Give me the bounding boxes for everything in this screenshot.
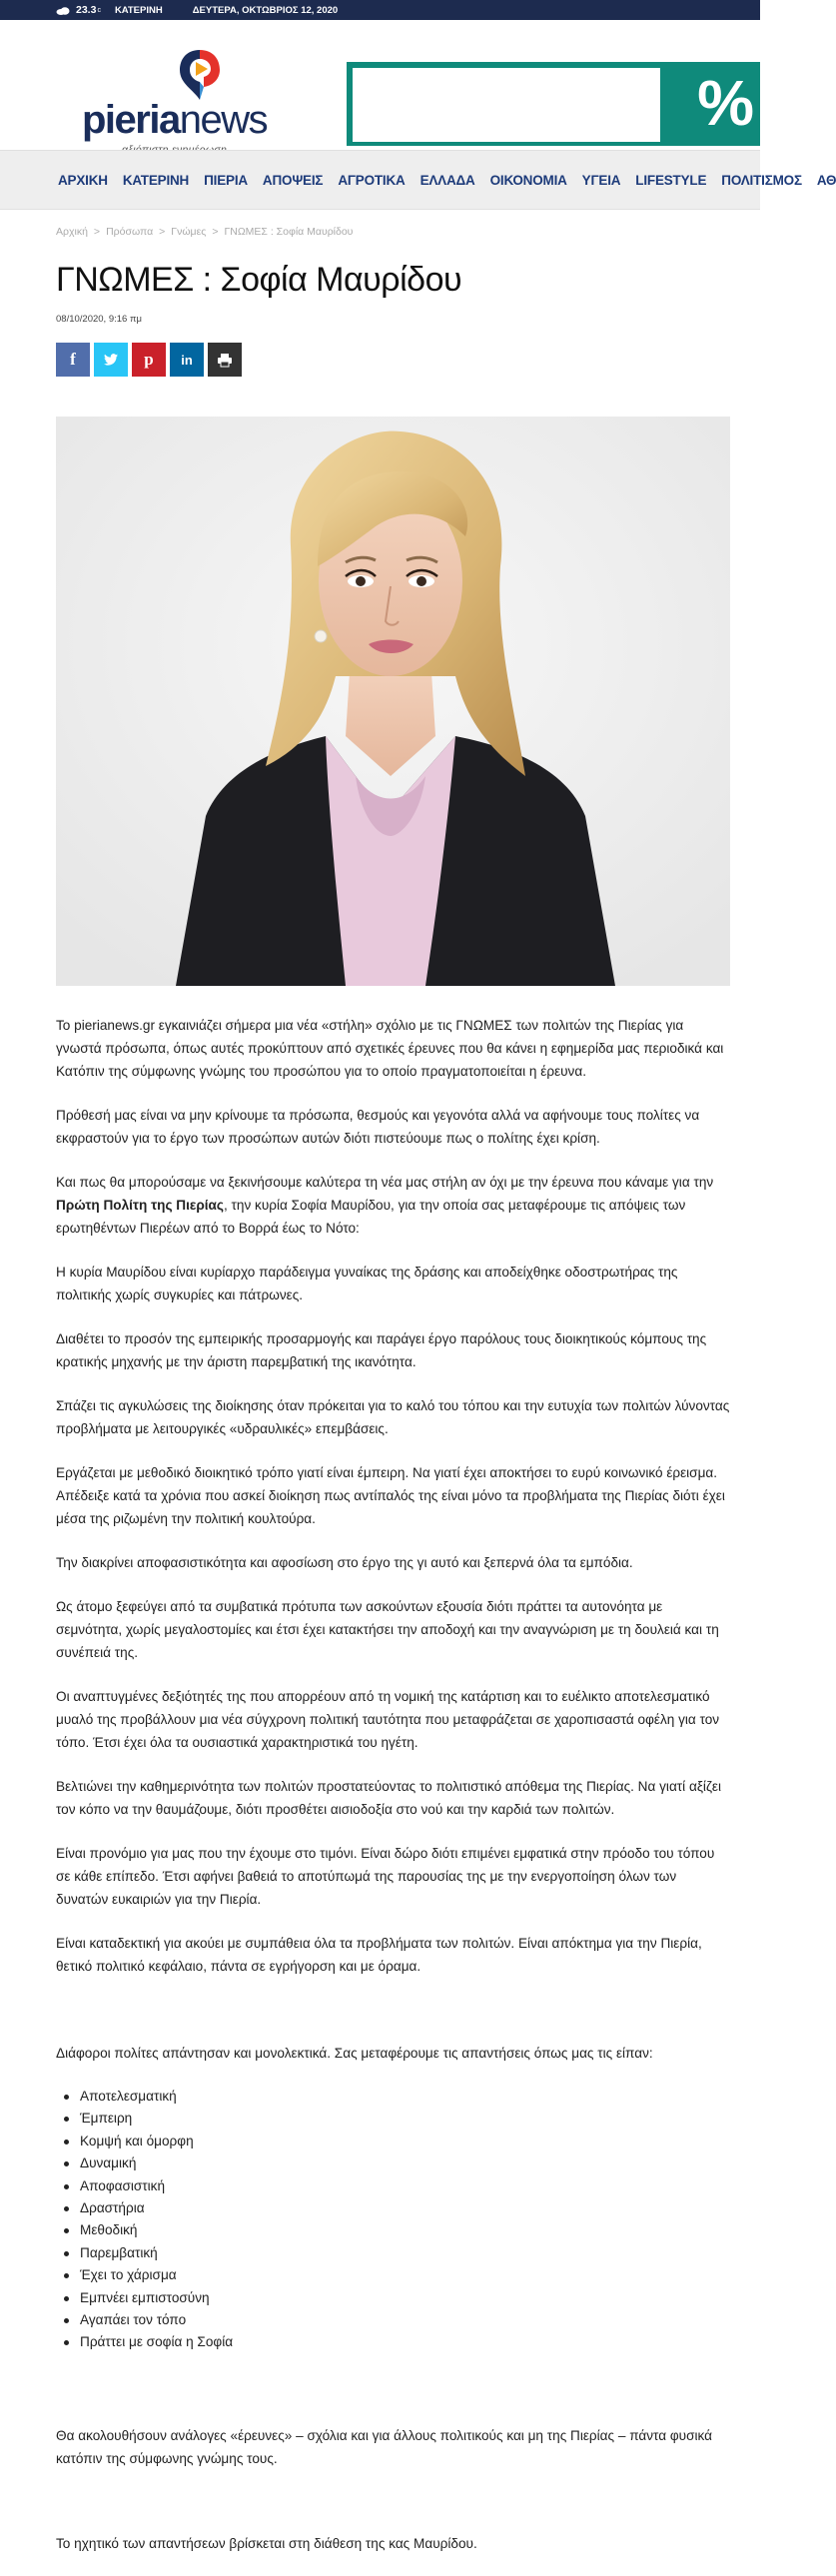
breadcrumb-current: ΓΝΩΜΕΣ : Σοφία Μαυρίδου	[224, 226, 354, 238]
breadcrumb-separator: >	[93, 226, 101, 238]
nav-item-greece[interactable]: ΕΛΛΑΔΑ	[419, 172, 475, 188]
article-featured-image[interactable]	[56, 417, 730, 986]
cloud-sun-icon	[56, 6, 70, 15]
article-paragraph: Οι αναπτυγμένες δεξιότητές της που απορρέουν από τη νομική της κατάρτιση και το ευέλικτο αποτελεσματικό μυαλό της προβάλλουν μια νέα σύγχρονη πολιτική ταυτότητα που μεταφράζεται σε χαροπισαστά οφέλη για τον τόπο. Έτσι έχει όλα τα ουσιαστικά χαρακτηριστικά του ηγέτη.	[56, 1689, 720, 1750]
article	[56, 226, 730, 2576]
list-item: Αποτελεσματική	[62, 2086, 730, 2108]
top-bar	[0, 0, 760, 20]
nav-item-sports-truncated[interactable]: ΑΘ	[816, 172, 836, 188]
nav-item-home[interactable]: ΑΡΧΙΚΗ	[58, 172, 108, 188]
article-paragraph: Η κυρία Μαυρίδου είναι κυρίαρχο παράδειγμα γυναίκας της δράσης και αποδείχθηκε οδοστρωτήρας της πολιτικής χωρίς συγκυρίες και πάτρωνες.	[56, 1265, 678, 1302]
article-title: ΓΝΩΜΕΣ : Σοφία Μαυρίδου	[56, 261, 462, 299]
linkedin-share-button[interactable]	[170, 343, 204, 377]
article-paragraph: Είναι προνόμιο για μας που την έχουμε στο τιμόνι. Είναι δώρο διότι επιμένει εμφατικά στην πρόοδο του τόπου σε κάθε επίπεδο. Έτσι αφήνει βαθειά το αποτύπωμά της παρουσίας της με την ενεργοποίηση όλων των δυνατών ευκαιριών για την Πιερία.	[56, 1846, 715, 1907]
article-paragraph: Το ηχητικό των απαντήσεων βρίσκεται στη διάθεση της κας Μαυρίδου.	[56, 2535, 477, 2551]
pinterest-share-button[interactable]	[132, 343, 166, 377]
answers-list	[56, 2086, 730, 2354]
list-item: Δυναμική	[62, 2152, 730, 2174]
article-paragraph: Το pierianews.gr εγκαινιάζει σήμερα μια νέα «στήλη» σχόλιο με τις ΓΝΩΜΕΣ των πολιτών της Πιερίας για γνωστά πρόσωπα, όπως αυτές προκύπτουν από σχετικές έρευνες που θα κάνει η εφημερίδα μας περιοδικά και Κατόπιν της σύμφωνης γνώμης του προσώπου για το οποίο πραγματοποιείται η έρευνα.	[56, 1018, 724, 1079]
current-date: ΔΕΥΤΕΡΑ, ΟΚΤΩΒΡΙΟΣ 12, 2020	[192, 4, 339, 16]
list-item: Μεθοδική	[62, 2219, 730, 2241]
article-paragraph: Βελτιώνει την καθημερινότητα των πολιτών προστατεύοντας το πολιτιστικό απόθεμα της Πιερίας. Να γιατί αξίζει τον κόπο να την θαυμάζουμε, διότι προσθέτει αισιοδοξία στο νού και την καρδιά των πολιτών.	[56, 1779, 722, 1817]
nav-item-agriculture[interactable]: ΑΓΡΟΤΙΚΑ	[338, 172, 406, 188]
temperature: 23.3	[76, 4, 97, 16]
article-paragraph: Διαθέτει το προσόν της εμπειρικής προσαρμογής και παράγει έργο παρόλους τους διοικητικούς κόμπους της κρατικής μηχανής με την άριστη παρεμβατική της ικανότητα.	[56, 1331, 707, 1369]
article-paragraph: Θα ακολουθήσουν ανάλογες «έρευνες» – σχόλια και για άλλους πολιτικούς και μη της Πιερίας – πάντα φυσικά κατόπιν της σύμφωνης γνώμης τους.	[56, 2427, 713, 2466]
site-header	[0, 20, 760, 150]
nav-item-opinions[interactable]: ΑΠΟΨΕΙΣ	[262, 172, 324, 188]
logo-mark-icon	[174, 46, 226, 102]
pinterest-icon: p	[144, 350, 154, 369]
breadcrumb-home[interactable]: Αρχική	[56, 226, 88, 238]
article-paragraph: Διάφοροι πολίτες απάντησαν και μονολεκτικά. Σας μεταφέρουμε τις απαντήσεις όπως μας τις είπαν:	[56, 2046, 653, 2061]
nav-item-culture[interactable]: ΠΟΛΙΤΙΣΜΟΣ	[721, 172, 802, 188]
list-item: Εμπνέει εμπιστοσύνη	[62, 2287, 730, 2309]
list-item: Παρεμβατική	[62, 2242, 730, 2264]
nav-item-lifestyle[interactable]: LIFESTYLE	[635, 172, 707, 188]
article-paragraph: Σπάζει τις αγκυλώσεις της διοίκησης όταν πρόκειται για το καλό του τόπου και την ευτυχία των πολιτών λύνοντας προβλήματα με λειτουργικές «υδραυλικές» επεμβάσεις.	[56, 1398, 730, 1436]
breadcrumb-opinions[interactable]: Γνώμες	[171, 226, 207, 238]
degree-unit: c	[97, 6, 101, 14]
list-item: Έμπειρη	[62, 2108, 730, 2130]
article-paragraph: Εργάζεται με μεθοδικό διοικητικό τρόπο γιατί είναι έμπειρη. Να γιατί έχει αποκτήσει το ευρύ κοινωνικό έρεισμα. Απέδειξε κατά τα χρόνια που ασκεί διοίκηση πως αντίπαλός της είναι μόνο τα προβλήματα της Πιερίας διότι έχει μέσα της ριζωμένη την πολιτική κουλτούρα.	[56, 1465, 725, 1526]
site-logo[interactable]	[82, 40, 332, 155]
article-paragraph	[56, 1171, 730, 1240]
facebook-share-button[interactable]	[56, 343, 90, 377]
breadcrumb-people[interactable]: Πρόσωπα	[106, 226, 154, 238]
breadcrumb-separator: >	[159, 226, 166, 238]
logo-word-news: news	[179, 98, 268, 142]
twitter-share-button[interactable]	[94, 343, 128, 377]
paragraph-text: , την κυρία Σοφία Μαυρίδου, για την οποία σας μεταφέρουμε τις απόψεις των ερωτηθέντων Πιερέων από το Βορρά έως το Νότο:	[56, 1198, 686, 1236]
ad-white-panel	[353, 68, 660, 142]
list-item: Κομψή και όμορφη	[62, 2131, 730, 2152]
portrait-illustration	[56, 417, 730, 986]
nav-item-economy[interactable]: ΟΙΚΟΝΟΜΙΑ	[489, 172, 567, 188]
linkedin-icon: in	[181, 352, 193, 368]
share-buttons	[56, 343, 730, 377]
nav-list	[0, 151, 836, 209]
logo-word-pieria: pieria	[82, 98, 180, 142]
facebook-icon: f	[70, 350, 76, 369]
weather-city: ΚΑΤΕΡΙΝΗ	[114, 4, 163, 16]
nav-item-katerini[interactable]: ΚΑΤΕΡΙΝΗ	[122, 172, 190, 188]
article-paragraph: Την διακρίνει αποφασιστικότητα και αφοσίωση στο έργο της γι αυτό και ξεπερνά όλα τα εμπόδια.	[56, 1555, 633, 1570]
list-item: Αποφασιστική	[62, 2175, 730, 2197]
article-paragraph: Ως άτομο ξεφεύγει από τα συμβατικά πρότυπα των ασκούντων εξουσία διότι πράττει τα αυτονόητα με σεμνότητα, χωρίς μεγαλοστομίες και έτσι έχει κατακτήσει την αποδοχή και την αναγνώριση με τη δουλειά και τη συνέπειά της.	[56, 1599, 719, 1660]
article-date: 08/10/2020, 9:16 πμ	[56, 314, 142, 325]
breadcrumb-separator: >	[212, 226, 219, 238]
nav-item-pieria[interactable]: ΠΙΕΡΙΑ	[204, 172, 248, 188]
ad-percent-text: %	[697, 67, 754, 139]
nav-item-health[interactable]: ΥΓΕΙΑ	[581, 172, 621, 188]
bold-highlight: Πρώτη Πολίτη της Πιερίας	[56, 1198, 224, 1213]
list-item: Αγαπάει τον τόπο	[62, 2309, 730, 2331]
breadcrumb	[56, 226, 730, 246]
logo-wordmark	[82, 100, 267, 140]
main-navigation	[0, 150, 836, 210]
list-item: Πράττει με σοφία η Σοφία	[62, 2331, 730, 2353]
twitter-icon	[104, 354, 118, 366]
list-item: Έχει το χάρισμα	[62, 2264, 730, 2286]
article-body	[56, 1014, 730, 2555]
weather-widget	[56, 4, 101, 16]
article-paragraph: Είναι καταδεκτική για ακούει με συμπάθεια όλα τα προβλήματα των πολιτών. Είναι απόκτημα για την Πιερία, θετικό πολιτικό κεφάλαιο, πάντα σε εγρήγορση και με όραμα.	[56, 1936, 702, 1974]
paragraph-text: Και πως θα μπορούσαμε να ξεκινήσουμε καλύτερα τη νέα μας στήλη αν όχι με την έρευνα που κάναμε για την	[56, 1175, 714, 1190]
list-item: Δραστήρια	[62, 2197, 730, 2219]
article-paragraph: Πρόθεσή μας είναι να μην κρίνουμε τα πρόσωπα, θεσμούς και γεγονότα αλλά να αφήνουμε τους πολίτες να εκφραστούν για το έργο των προσώπων αυτών διότι πιστεύουμε πως ο πολίτης έχει κρίση.	[56, 1108, 700, 1146]
print-button[interactable]	[208, 343, 242, 377]
print-icon	[218, 354, 232, 367]
advertisement-banner[interactable]	[347, 62, 760, 146]
